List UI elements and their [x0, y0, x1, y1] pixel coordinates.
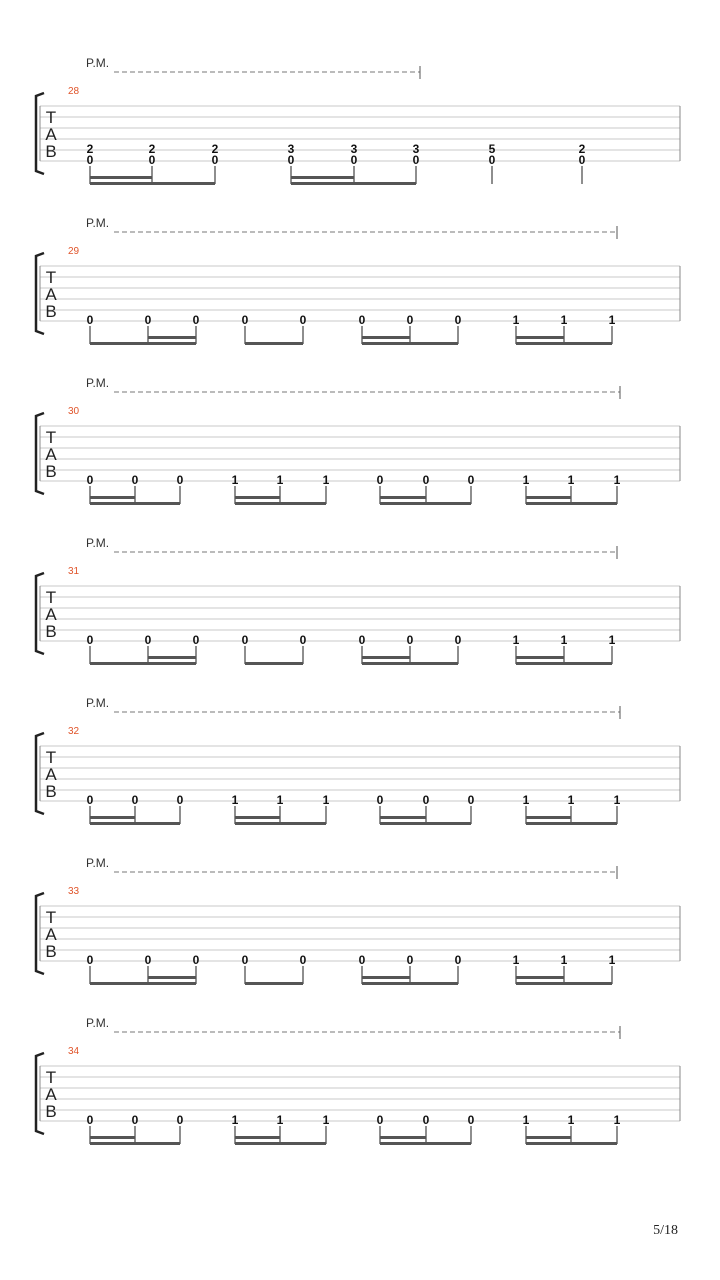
fret-number: 1	[231, 473, 239, 487]
tab-clef-letter: B	[45, 462, 57, 481]
tab-clef-letter: A	[45, 605, 57, 624]
fret-number: 0	[422, 793, 430, 807]
sixteenth-beam	[526, 816, 571, 819]
beam	[526, 502, 617, 505]
fret-number: 3	[350, 142, 358, 156]
fret-number: 1	[512, 633, 520, 647]
beam	[235, 502, 326, 505]
fret-number: 0	[144, 633, 152, 647]
palm-mute-label: P.M.	[86, 696, 110, 710]
tab-clef-letter: B	[45, 1102, 57, 1121]
fret-number: 1	[231, 793, 239, 807]
palm-mute-label: P.M.	[86, 1016, 110, 1030]
tab-system-34	[36, 1016, 680, 1145]
fret-number: 0	[287, 153, 295, 167]
tab-system-33	[36, 856, 680, 985]
fret-number: 0	[176, 473, 184, 487]
fret-number: 0	[148, 153, 156, 167]
fret-number: 0	[86, 793, 94, 807]
sixteenth-beam	[148, 976, 196, 979]
sixteenth-beam	[90, 496, 135, 499]
sixteenth-beam	[90, 816, 135, 819]
fret-number: 1	[512, 313, 520, 327]
tab-clef-letter: T	[45, 108, 57, 127]
sixteenth-beam	[516, 656, 564, 659]
fret-number: 2	[86, 142, 94, 156]
tab-clef-letter: T	[45, 908, 57, 927]
tab-clef-letter: A	[45, 765, 57, 784]
beam	[90, 502, 180, 505]
tab-clef-letter: A	[45, 125, 57, 144]
fret-number: 1	[276, 473, 284, 487]
sixteenth-beam	[362, 656, 410, 659]
sixteenth-beam	[380, 1136, 426, 1139]
tab-system-28	[36, 56, 680, 185]
sixteenth-beam	[90, 176, 152, 179]
fret-number: 1	[560, 953, 568, 967]
sixteenth-beam	[148, 656, 196, 659]
fret-number: 0	[176, 793, 184, 807]
beam	[291, 182, 416, 185]
sixteenth-beam	[380, 496, 426, 499]
fret-number: 0	[578, 153, 586, 167]
sixteenth-beam	[235, 1136, 280, 1139]
fret-number: 0	[350, 153, 358, 167]
bar-number: 32	[68, 726, 80, 737]
tab-clef-letter: T	[45, 428, 57, 447]
fret-number: 0	[86, 473, 94, 487]
tab-clef-letter: T	[45, 1068, 57, 1087]
fret-number: 0	[192, 953, 200, 967]
fret-number: 0	[144, 953, 152, 967]
tab-clef-letter: T	[45, 268, 57, 287]
fret-number: 1	[276, 1113, 284, 1127]
fret-number: 0	[176, 1113, 184, 1127]
fret-number: 0	[192, 313, 200, 327]
sixteenth-beam	[148, 336, 196, 339]
fret-number: 1	[560, 633, 568, 647]
fret-number: 0	[192, 633, 200, 647]
tab-clef-letter: T	[45, 748, 57, 767]
fret-number: 0	[454, 313, 462, 327]
fret-number: 0	[131, 473, 139, 487]
fret-number: 1	[560, 313, 568, 327]
page-number: 5/18	[653, 1223, 678, 1238]
fret-number: 0	[241, 953, 249, 967]
sixteenth-beam	[90, 1136, 135, 1139]
fret-number: 0	[299, 953, 307, 967]
tab-clef-letter: A	[45, 925, 57, 944]
tab-clef-letter: B	[45, 622, 57, 641]
tab-system-30	[36, 376, 680, 505]
fret-number: 1	[613, 473, 621, 487]
fret-number: 1	[613, 793, 621, 807]
fret-number: 0	[422, 1113, 430, 1127]
tab-clef-letter: B	[45, 142, 57, 161]
fret-number: 1	[567, 473, 575, 487]
beam	[362, 982, 458, 985]
beam	[516, 342, 612, 345]
tab-clef-letter: B	[45, 782, 57, 801]
fret-number: 0	[86, 1113, 94, 1127]
tab-system-31	[36, 536, 680, 665]
beam	[90, 182, 215, 185]
beam	[245, 662, 303, 665]
fret-number: 0	[406, 313, 414, 327]
fret-number: 0	[241, 633, 249, 647]
fret-number: 0	[467, 473, 475, 487]
fret-number: 1	[522, 793, 530, 807]
beam	[235, 1142, 326, 1145]
bar-number: 30	[68, 406, 80, 417]
tab-clef-letter: A	[45, 1085, 57, 1104]
bar-number: 33	[68, 886, 80, 897]
palm-mute-label: P.M.	[86, 856, 110, 870]
tab-clef-letter: A	[45, 445, 57, 464]
sixteenth-beam	[235, 496, 280, 499]
sixteenth-beam	[362, 336, 410, 339]
fret-number: 0	[144, 313, 152, 327]
fret-number: 0	[299, 633, 307, 647]
beam	[90, 982, 196, 985]
fret-number: 0	[299, 313, 307, 327]
fret-number: 1	[322, 793, 330, 807]
beam	[516, 662, 612, 665]
fret-number: 0	[412, 153, 420, 167]
fret-number: 0	[454, 633, 462, 647]
bar-number: 28	[68, 86, 80, 97]
beam	[90, 342, 196, 345]
beam	[526, 822, 617, 825]
fret-number: 0	[358, 633, 366, 647]
bar-number: 29	[68, 246, 80, 257]
fret-number: 0	[86, 313, 94, 327]
fret-number: 2	[578, 142, 586, 156]
fret-number: 2	[211, 142, 219, 156]
beam	[516, 982, 612, 985]
fret-number: 0	[488, 153, 496, 167]
fret-number: 1	[276, 793, 284, 807]
fret-number: 1	[613, 1113, 621, 1127]
palm-mute-label: P.M.	[86, 376, 110, 390]
fret-number: 1	[608, 633, 616, 647]
fret-number: 0	[454, 953, 462, 967]
fret-number: 0	[86, 953, 94, 967]
fret-number: 3	[412, 142, 420, 156]
beam	[380, 822, 471, 825]
bar-number: 31	[68, 566, 80, 577]
fret-number: 0	[422, 473, 430, 487]
fret-number: 0	[86, 153, 94, 167]
beam	[90, 1142, 180, 1145]
sixteenth-beam	[516, 336, 564, 339]
fret-number: 0	[376, 1113, 384, 1127]
fret-number: 0	[406, 633, 414, 647]
fret-number: 0	[358, 953, 366, 967]
tab-clef-letter: B	[45, 302, 57, 321]
sixteenth-beam	[235, 816, 280, 819]
fret-number: 5	[488, 142, 496, 156]
sixteenth-beam	[380, 816, 426, 819]
fret-number: 0	[376, 793, 384, 807]
fret-number: 0	[467, 793, 475, 807]
fret-number: 1	[608, 313, 616, 327]
fret-number: 0	[358, 313, 366, 327]
beam	[362, 662, 458, 665]
tab-system-29	[36, 216, 680, 345]
beam	[245, 342, 303, 345]
sixteenth-beam	[362, 976, 410, 979]
fret-number: 1	[322, 1113, 330, 1127]
fret-number: 1	[322, 473, 330, 487]
beam	[90, 822, 180, 825]
fret-number: 1	[608, 953, 616, 967]
tab-clef-letter: B	[45, 942, 57, 961]
beam	[380, 502, 471, 505]
bar-number: 34	[68, 1046, 80, 1057]
palm-mute-label: P.M.	[86, 536, 110, 550]
fret-number: 0	[467, 1113, 475, 1127]
fret-number: 1	[512, 953, 520, 967]
tab-clef-letter: A	[45, 285, 57, 304]
palm-mute-label: P.M.	[86, 216, 110, 230]
fret-number: 3	[287, 142, 295, 156]
fret-number: 2	[148, 142, 156, 156]
tab-clef-letter: T	[45, 588, 57, 607]
fret-number: 1	[567, 1113, 575, 1127]
fret-number: 0	[131, 1113, 139, 1127]
beam	[235, 822, 326, 825]
beam	[526, 1142, 617, 1145]
beam	[362, 342, 458, 345]
palm-mute-label: P.M.	[86, 56, 110, 70]
fret-number: 0	[406, 953, 414, 967]
beam	[245, 982, 303, 985]
fret-number: 1	[522, 473, 530, 487]
fret-number: 0	[131, 793, 139, 807]
sixteenth-beam	[516, 976, 564, 979]
fret-number: 0	[86, 633, 94, 647]
fret-number: 1	[522, 1113, 530, 1127]
beam	[380, 1142, 471, 1145]
fret-number: 0	[241, 313, 249, 327]
sixteenth-beam	[291, 176, 354, 179]
beam	[90, 662, 196, 665]
sixteenth-beam	[526, 496, 571, 499]
fret-number: 0	[376, 473, 384, 487]
sixteenth-beam	[526, 1136, 571, 1139]
fret-number: 0	[211, 153, 219, 167]
fret-number: 1	[567, 793, 575, 807]
tab-system-32	[36, 696, 680, 825]
fret-number: 1	[231, 1113, 239, 1127]
